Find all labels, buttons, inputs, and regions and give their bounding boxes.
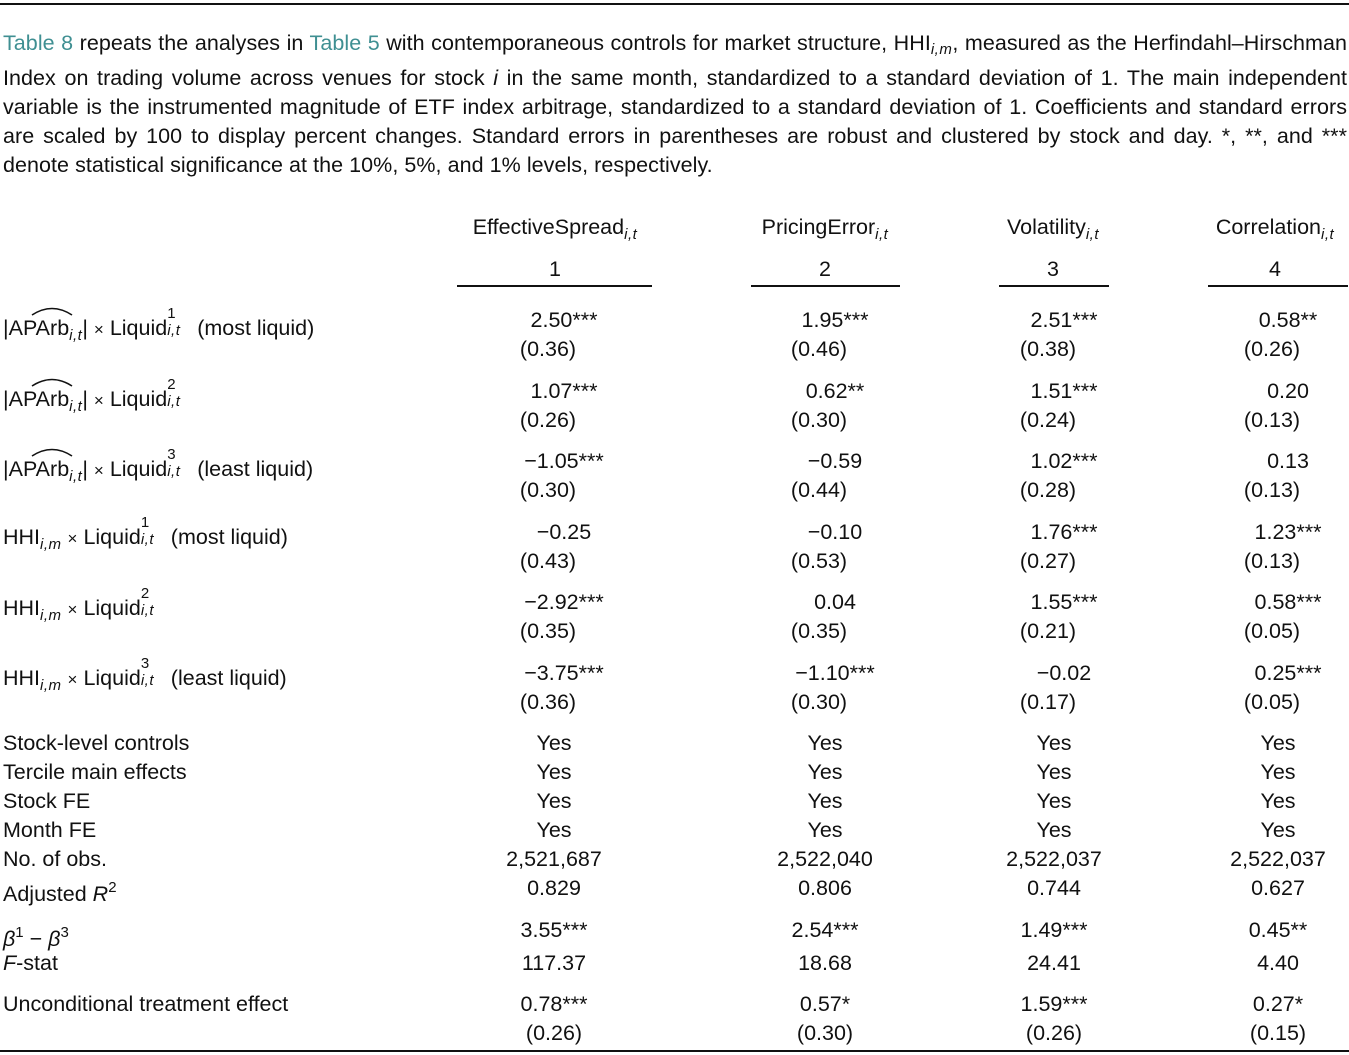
coefficient-cell: 1.51*** xyxy=(1030,379,1098,403)
row-label-arb-liquid-1: |APA $rb_{i,t}|$ × Liquid 1 i,t (most liquid) xyxy=(3,314,314,350)
summary-value-cell: Yes xyxy=(807,760,843,784)
std-error-cell: (0.05) xyxy=(1243,619,1301,643)
beta-diff-value: 2.54*** xyxy=(791,918,859,942)
beta-diff-value: 1.49*** xyxy=(1020,918,1088,942)
std-error-cell: (0.35) xyxy=(519,619,577,643)
row-label-f-stat: F-stat xyxy=(3,951,58,975)
coefficient-cell: 0.04 xyxy=(814,590,856,614)
coefficient-cell: −0.02 xyxy=(1036,661,1092,685)
summary-value-cell: Yes xyxy=(1036,789,1072,813)
col-rule-3 xyxy=(999,285,1109,287)
std-error-cell: (0.30) xyxy=(790,690,848,714)
std-error-cell: (0.30) xyxy=(790,408,848,432)
unconditional-se-value: (0.26) xyxy=(1025,1021,1083,1045)
coefficient-cell: 1.07*** xyxy=(530,379,598,403)
col-number-2: 2 xyxy=(819,257,831,281)
summary-row-label: Tercile main effects xyxy=(3,760,187,784)
coefficient-cell: 0.58** xyxy=(1258,308,1318,332)
std-error-cell: (0.13) xyxy=(1243,549,1301,573)
summary-value-cell: Yes xyxy=(807,731,843,755)
summary-row-label: Stock-level controls xyxy=(3,731,190,755)
summary-value-cell: Yes xyxy=(807,789,843,813)
summary-value-cell: Yes xyxy=(536,731,572,755)
caption-text-4: in the same month, standardized to a standard deviation of 1. The main independent variable is the instrumented magnitude of ETF index arbitrage, standardized to a standard deviation of 1. Coefficients and standard errors are scaled by 100 to display percent changes. Standard errors in parentheses are robust and clustered by stock and day. *, **, and *** denote statistical significance at the 10%, 5%, and 1% levels, respectively. xyxy=(3,66,1348,177)
summary-value-cell: Yes xyxy=(536,760,572,784)
row-label-arb-liquid-3: |APA $rb_{i,t}|$ × Liquid 3 i,t (least liquid) xyxy=(3,455,313,491)
summary-row-label: No. of obs. xyxy=(3,847,107,871)
std-error-cell: (0.36) xyxy=(519,337,577,361)
coefficient-cell: 0.62** xyxy=(805,379,865,403)
std-error-cell: (0.26) xyxy=(1243,337,1301,361)
hat-accent-icon xyxy=(31,443,73,457)
std-error-cell: (0.13) xyxy=(1243,478,1301,502)
std-error-cell: (0.27) xyxy=(1019,549,1077,573)
adjusted-r2-value: 0.806 xyxy=(798,876,852,900)
coefficient-cell: 1.55*** xyxy=(1030,590,1098,614)
adjusted-r2-value: 0.627 xyxy=(1251,876,1305,900)
adjusted-r2-value: 0.829 xyxy=(527,876,581,900)
coefficient-cell: −0.59 xyxy=(807,449,863,473)
col-header-pricing-error: PricingError$_{i,t}$ xyxy=(761,215,889,243)
std-error-cell: (0.21) xyxy=(1019,619,1077,643)
row-label-hhi-liquid-1: $HHI_{i,m}$ × Liquid 1 i,t (most liquid) xyxy=(3,514,288,553)
std-error-cell: (0.53) xyxy=(790,549,848,573)
std-error-cell: (0.46) xyxy=(790,337,848,361)
coefficient-cell: 2.50*** xyxy=(530,308,598,332)
hat-accent-icon xyxy=(31,373,73,387)
summary-value-cell: Yes xyxy=(1036,760,1072,784)
coefficient-cell: 0.20 xyxy=(1267,379,1309,403)
std-error-cell: (0.43) xyxy=(519,549,577,573)
std-error-cell: (0.24) xyxy=(1019,408,1077,432)
std-error-cell: (0.36) xyxy=(519,690,577,714)
f-stat-value: 18.68 xyxy=(798,951,852,975)
summary-value-cell: Yes xyxy=(1036,818,1072,842)
unconditional-coef-value: 0.27* xyxy=(1252,992,1304,1016)
coefficient-cell: −1.10*** xyxy=(795,661,875,685)
summary-value-cell: 2,522,040 xyxy=(777,847,873,871)
coefficient-cell: 1.95*** xyxy=(801,308,869,332)
caption-stock-i: i xyxy=(493,66,499,90)
std-error-cell: (0.35) xyxy=(790,619,848,643)
summary-value-cell: Yes xyxy=(1260,789,1296,813)
coefficient-cell: −0.25 xyxy=(536,520,592,544)
caption-hhi-subscript: i,m xyxy=(930,41,953,58)
col-number-3: 3 xyxy=(1047,257,1059,281)
std-error-cell: (0.38) xyxy=(1019,337,1077,361)
table-caption xyxy=(3,29,1347,180)
summary-value-cell: Yes xyxy=(536,818,572,842)
caption-text-3: , measured as the Herfindahl–Hirschman Index on trading volume across venues for stock xyxy=(3,31,1347,90)
col-header-correlation: Correlation$_{i,t}$ xyxy=(1215,215,1335,243)
coefficient-cell: 1.76*** xyxy=(1030,520,1098,544)
std-error-cell: (0.05) xyxy=(1243,690,1301,714)
std-error-cell: (0.44) xyxy=(790,478,848,502)
unconditional-coef-value: 1.59*** xyxy=(1020,992,1088,1016)
col-rule-1 xyxy=(457,285,652,287)
coefficient-cell: 0.58*** xyxy=(1254,590,1322,614)
unconditional-se-value: (0.26) xyxy=(525,1021,583,1045)
row-label-hhi-liquid-2: $HHI_{i,m}$ × Liquid 2 i,t xyxy=(3,585,154,624)
bottom-rule xyxy=(0,1050,1349,1052)
row-label-adjusted-r2: Adjusted $R^2$ xyxy=(3,879,117,906)
hat-accent-icon xyxy=(31,302,73,316)
unconditional-coef-value: 0.57* xyxy=(799,992,851,1016)
summary-value-cell: Yes xyxy=(1260,731,1296,755)
unconditional-coef-value: 0.78*** xyxy=(520,992,588,1016)
adjusted-r2-value: 0.744 xyxy=(1027,876,1081,900)
col-rule-2 xyxy=(751,285,900,287)
coefficient-cell: 1.23*** xyxy=(1254,520,1322,544)
f-stat-value: 24.41 xyxy=(1027,951,1081,975)
summary-value-cell: Yes xyxy=(1260,818,1296,842)
coefficient-cell: 2.51*** xyxy=(1030,308,1098,332)
table-5-link[interactable]: Table 5 xyxy=(309,31,380,55)
summary-value-cell: 2,521,687 xyxy=(506,847,602,871)
coefficient-cell: −3.75*** xyxy=(524,661,604,685)
top-rule xyxy=(0,3,1349,5)
unconditional-se-value: (0.15) xyxy=(1249,1021,1307,1045)
beta-diff-value: 3.55*** xyxy=(520,918,588,942)
f-stat-value: 4.40 xyxy=(1257,951,1299,975)
caption-text-1: repeats the analyses in xyxy=(73,31,310,55)
summary-value-cell: 2,522,037 xyxy=(1230,847,1326,871)
row-label-hhi-liquid-3: $HHI_{i,m}$ × Liquid 3 i,t (least liquid) xyxy=(3,655,287,694)
summary-row-label: Month FE xyxy=(3,818,97,842)
col-rule-4 xyxy=(1208,285,1348,287)
std-error-cell: (0.30) xyxy=(519,478,577,502)
caption-text-2: with contemporaneous controls for market structure, HHI xyxy=(379,31,931,55)
row-label-arb-liquid-2: |APA $rb_{i,t}|$ × Liquid 2 i,t xyxy=(3,385,191,421)
f-stat-value: 117.37 xyxy=(521,951,587,975)
summary-value-cell: Yes xyxy=(1260,760,1296,784)
summary-row-label: Stock FE xyxy=(3,789,91,813)
summary-value-cell: 2,522,037 xyxy=(1006,847,1102,871)
col-number-1: 1 xyxy=(549,257,561,281)
coefficient-cell: −0.10 xyxy=(807,520,863,544)
col-number-4: 4 xyxy=(1269,257,1281,281)
coefficient-cell: −1.05*** xyxy=(524,449,604,473)
summary-value-cell: Yes xyxy=(1036,731,1072,755)
table-8-link[interactable]: Table 8 xyxy=(3,31,74,55)
col-header-volatility: Volatility$_{i,t}$ xyxy=(1006,215,1100,243)
col-header-effective-spread: EffectiveSpread$_{i,t}$ xyxy=(472,215,638,243)
beta-diff-value: 0.45** xyxy=(1248,918,1308,942)
std-error-cell: (0.13) xyxy=(1243,408,1301,432)
std-error-cell: (0.26) xyxy=(519,408,577,432)
coefficient-cell: 0.25*** xyxy=(1254,661,1322,685)
row-label-unconditional: Unconditional treatment effect xyxy=(3,992,289,1016)
unconditional-se-value: (0.30) xyxy=(796,1021,854,1045)
std-error-cell: (0.17) xyxy=(1019,690,1077,714)
coefficient-cell: 0.13 xyxy=(1267,449,1309,473)
summary-value-cell: Yes xyxy=(536,789,572,813)
coefficient-cell: −2.92*** xyxy=(524,590,604,614)
std-error-cell: (0.28) xyxy=(1019,478,1077,502)
summary-value-cell: Yes xyxy=(807,818,843,842)
coefficient-cell: 1.02*** xyxy=(1030,449,1098,473)
row-label-beta-diff: $\beta^1 - \beta^3$ xyxy=(3,924,69,951)
